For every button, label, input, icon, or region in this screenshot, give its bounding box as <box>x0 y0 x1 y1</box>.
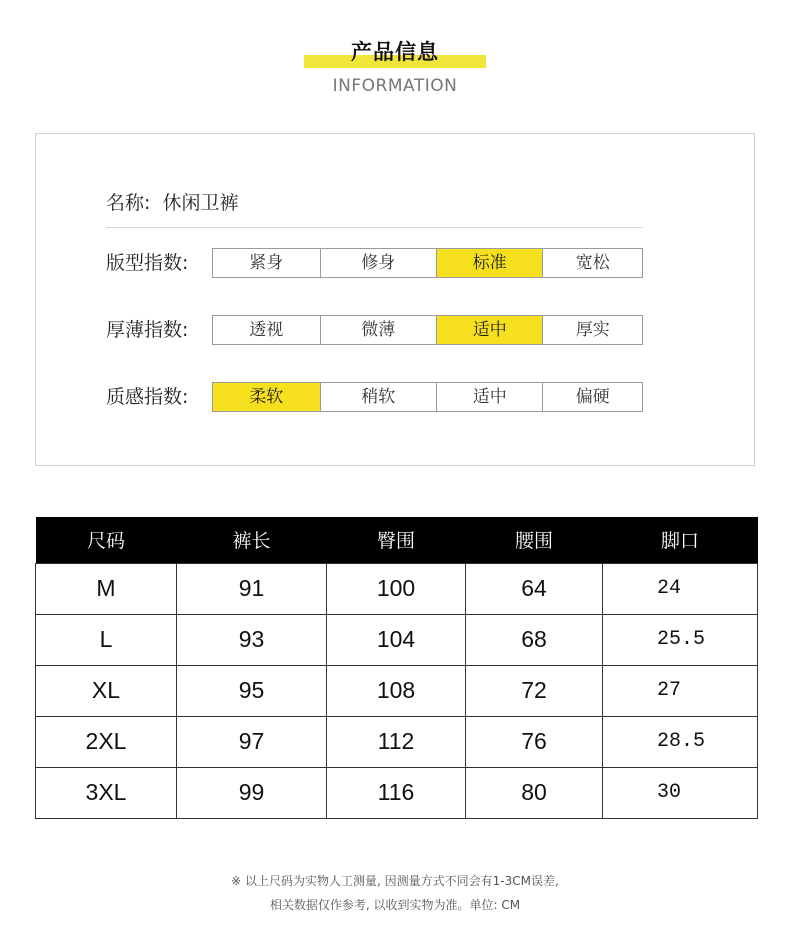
header-size: 尺码 <box>36 517 177 563</box>
product-name-row <box>106 188 238 215</box>
thickness-option-thin: 微薄 <box>321 316 437 344</box>
hip-cell: 108 <box>327 665 466 716</box>
size-cell: L <box>36 614 177 665</box>
hip-cell: 112 <box>327 716 466 767</box>
waist-cell: 68 <box>466 614 603 665</box>
thickness-option-sheer: 透视 <box>213 316 321 344</box>
leg-opening-cell: 24 <box>603 563 758 614</box>
product-info-panel <box>35 133 755 466</box>
header-hip: 臀围 <box>327 517 466 563</box>
header-length: 裤长 <box>177 517 327 563</box>
fit-index-scale <box>212 248 643 278</box>
leg-opening-cell: 28.5 <box>603 716 758 767</box>
thickness-index-scale <box>212 315 643 345</box>
fit-option-tight: 紧身 <box>213 249 321 277</box>
leg-opening-cell: 27 <box>603 665 758 716</box>
hip-cell: 116 <box>327 767 466 818</box>
length-cell: 91 <box>177 563 327 614</box>
length-cell: 93 <box>177 614 327 665</box>
texture-index-label: 质感指数: <box>106 386 189 408</box>
texture-option-slightly-soft: 稍软 <box>321 383 437 411</box>
measurement-note-line-2: 相关数据仅作参考, 以收到实物为准。单位: CM <box>269 898 521 912</box>
fit-option-standard: 标准 <box>437 249 544 277</box>
measurement-note-line-1: ※ 以上尺码为实物人工测量, 因测量方式不同会有1-3CM误差, <box>231 874 559 888</box>
table-row <box>36 665 758 716</box>
table-row <box>36 614 758 665</box>
size-cell: XL <box>36 665 177 716</box>
header-leg-opening: 脚口 <box>603 517 758 563</box>
texture-option-medium: 适中 <box>437 383 544 411</box>
thickness-option-medium: 适中 <box>437 316 544 344</box>
table-row <box>36 716 758 767</box>
size-cell: 3XL <box>36 767 177 818</box>
waist-cell: 72 <box>466 665 603 716</box>
fit-index-label: 版型指数: <box>106 252 189 274</box>
product-name-label: 名称: <box>106 192 151 214</box>
length-cell: 95 <box>177 665 327 716</box>
size-chart-table <box>35 517 758 819</box>
size-cell: 2XL <box>36 716 177 767</box>
fit-option-slim: 修身 <box>321 249 437 277</box>
leg-opening-cell: 25.5 <box>603 614 758 665</box>
hip-cell: 104 <box>327 614 466 665</box>
thickness-option-thick: 厚实 <box>543 316 642 344</box>
texture-index-scale <box>212 382 643 412</box>
hip-cell: 100 <box>327 563 466 614</box>
size-cell: M <box>36 563 177 614</box>
waist-cell: 64 <box>466 563 603 614</box>
thickness-index-label: 厚薄指数: <box>106 319 189 341</box>
texture-option-soft: 柔软 <box>213 383 321 411</box>
length-cell: 99 <box>177 767 327 818</box>
fit-option-loose: 宽松 <box>543 249 642 277</box>
product-name-value: 休闲卫裤 <box>162 192 239 214</box>
header-waist: 腰围 <box>466 517 603 563</box>
leg-opening-cell: 30 <box>603 767 758 818</box>
table-row <box>36 563 758 614</box>
waist-cell: 76 <box>466 716 603 767</box>
divider <box>106 227 643 228</box>
waist-cell: 80 <box>466 767 603 818</box>
table-row <box>36 767 758 818</box>
section-title: 产品信息 <box>351 40 439 64</box>
table-header-row <box>36 517 758 563</box>
texture-option-firm: 偏硬 <box>543 383 642 411</box>
length-cell: 97 <box>177 716 327 767</box>
section-subtitle: INFORMATION <box>332 76 458 96</box>
